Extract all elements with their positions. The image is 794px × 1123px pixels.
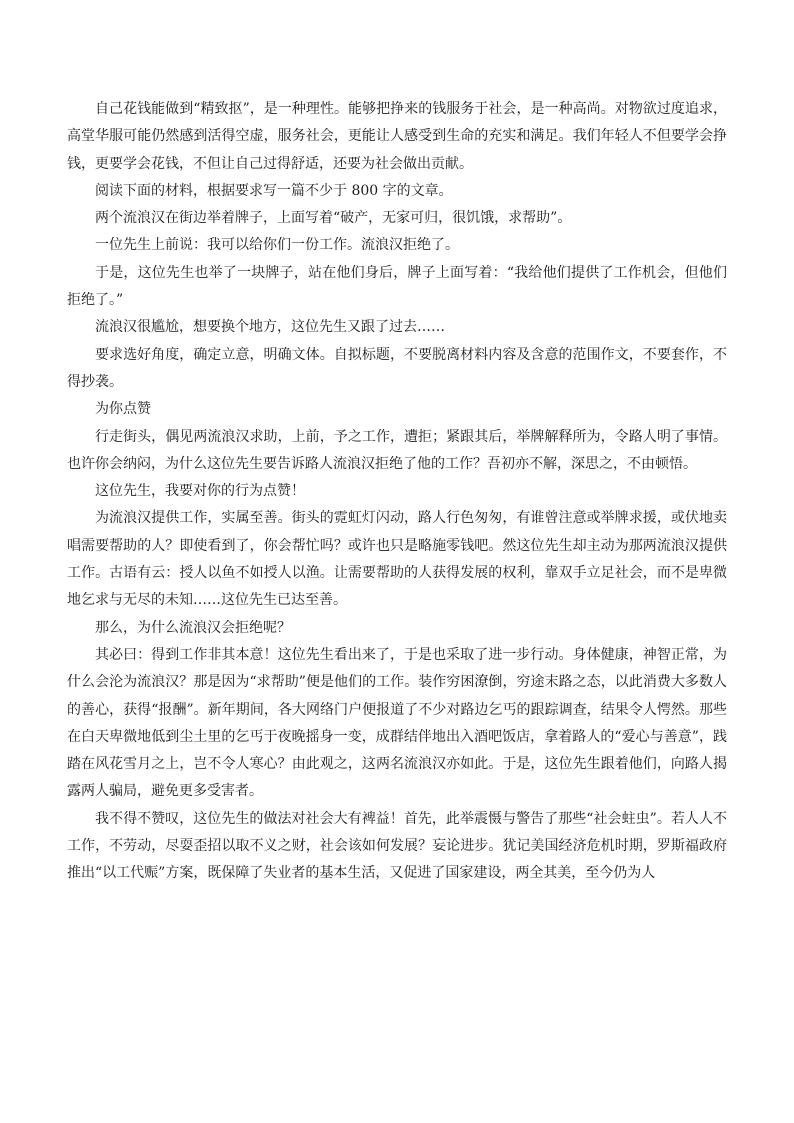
paragraph: 于是，这位先生也举了一块牌子，站在他们身后，牌子上面写着：“我给他们提供了工作机会，但他们拒绝了。” [67,264,727,309]
paragraph: 一位先生上前说：我可以给你们一份工作。流浪汉拒绝了。 [95,237,459,254]
paragraph: 这位先生，我要对你的行为点赞！ [95,483,305,500]
paragraph: 要求选好角度，确定立意，明确文体。自拟标题，不要脱离材料内容及含意的范围作文，不要套作，不得抄袭。 [67,346,727,390]
paragraph: 自己花钱能做到“精致抠”，是一种理性。能够把挣来的钱服务于社会，是一种高尚。对物欲过度追求，高堂华服可能仍然感到活得空虚，服务社会，更能让人感受到生命的充实和满足。我们年轻人不但要学会挣钱，更要学会花钱，不但让自己过得舒适，还要为社会做出贡献。 [67,101,727,172]
paragraph: 我不得不赞叹，这位先生的做法对社会大有裨益！首先，此举震慑与警告了那些“社会蛀虫”。若人人不工作，不劳动，尽耍歪招以取不义之财，社会该如何发展？妄论进步。犹记美国经济危机时期，罗斯福政府推出“以工代赈”方案，既保障了失业者的基本生活，又促进了国家建设，两全其美，至今仍为人 [67,810,727,882]
paragraph: 其必曰：得到工作非其本意！这位先生看出来了，于是也采取了进一步行动。身体健康，神智正常，为什么会沦为流浪汉？那是因为“求帮助”便是他们的工作。装作穷困潦倒，穷途末路之态，以此消费大多数人的善心，获得“报酬”。新年期间，各大网络门户便报道了不少对路边乞丐的跟踪调查，结果令人愕然。那些在白天卑微地低到尘土里的乞丐于夜晚摇身一变，成群结伴地出入酒吧饭店，拿着路人的“爱心与善意”，践踏在风花雪月之上，岂不令人寒心？由此观之，这两名流浪汉亦如此。于是，这位先生跟着他们，向路人揭露两人骗局，避免更多受害者。 [67,646,727,800]
essay-title: 为你点赞 [95,401,151,418]
paragraph: 流浪汉很尴尬，想要换个地方，这位先生又跟了过去…… [95,319,445,336]
paragraph: 为流浪汉提供工作，实属至善。街头的霓虹灯闪动，路人行色匆匆，有谁曾注意或举牌求援，或伏地卖唱需要帮助的人？即使看到了，你会帮忙吗？或许也只是略施零钱吧。然这位先生却主动为那两流浪汉提供工作。古语有云：授人以鱼不如授人以渔。让需要帮助的人获得发展的权利，靠双手立足社会，而不是卑微地乞求与无尽的未知……这位先生已达至善。 [67,510,727,609]
document-body [67,96,727,888]
paragraph: 阅读下面的材料，根据要求写一篇不少于 800 字的文章。 [95,182,453,199]
paragraph: 两个流浪汉在街边举着牌子，上面写着“破产，无家可归，很饥饿，求帮助”。 [95,210,572,227]
paragraph: 那么，为什么流浪汉会拒绝呢？ [95,619,291,636]
paragraph: 行走街头，偶见两流浪汉求助，上前，予之工作，遭拒；紧跟其后，举牌解释所为，令路人明了事情。也许你会纳闷，为什么这位先生要告诉路人流浪汉拒绝了他的工作？吾初亦不解，深思之，不由顿悟。 [67,428,727,472]
